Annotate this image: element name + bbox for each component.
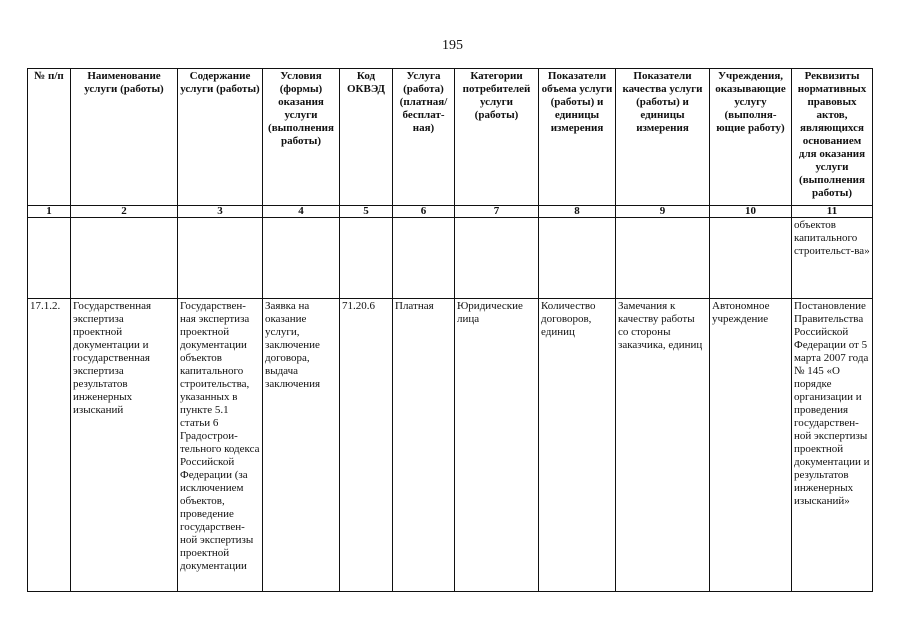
row-number: 17.1.2. (28, 299, 71, 592)
header-cell: Категории потребителей услуги (работы) (455, 69, 539, 206)
column-number: 1 (28, 206, 71, 218)
service-conditions: Заявка на оказание услуги, заключение договора, выдача заключения (263, 299, 340, 592)
header-cell: Показатели объема услуги (работы) и единицы измерения (539, 69, 616, 206)
page-number: 195 (442, 38, 463, 53)
table-cell (28, 218, 71, 299)
quality-indicator: Замечания к качеству работы со стороны заказчика, единиц (616, 299, 710, 592)
okved-code: 71.20.6 (340, 299, 393, 592)
header-cell: № п/п (28, 69, 71, 206)
table-cell (455, 218, 539, 299)
consumer-category: Юридические лица (455, 299, 539, 592)
header-cell: Код ОКВЭД (340, 69, 393, 206)
table-cell (393, 218, 455, 299)
header-cell: Реквизиты нормативных правовых актов, являющихся основанием для оказания услуги (выполнения работы) (792, 69, 873, 206)
service-name: Государственная экспертиза проектной документации и государственная экспертиза результатов инженерных изысканий (71, 299, 178, 592)
column-number: 3 (178, 206, 263, 218)
table-cell (710, 218, 792, 299)
header-row (28, 69, 873, 206)
column-number-row (28, 206, 873, 218)
header-cell: Наименование услуги (работы) (71, 69, 178, 206)
continuation-row (28, 218, 873, 299)
column-number: 9 (616, 206, 710, 218)
table-cell (616, 218, 710, 299)
header-cell: Условия (формы) оказания услуги (выполнения работы) (263, 69, 340, 206)
provider-institution: Автономное учреждение (710, 299, 792, 592)
table-cell (263, 218, 340, 299)
table-cell (178, 218, 263, 299)
legal-act: Постановление Правительства Российской Федерации от 5 марта 2007 года № 145 «О порядке организации и проведения государствен-ной экспертизы проектной документации и результатов инженерных изысканий» (792, 299, 873, 592)
column-number: 10 (710, 206, 792, 218)
column-number: 11 (792, 206, 873, 218)
legal-act-continuation: объектов капитального строительст-ва» (792, 218, 873, 299)
column-number: 6 (393, 206, 455, 218)
table-cell (71, 218, 178, 299)
column-number: 2 (71, 206, 178, 218)
header-cell: Содержание услуги (работы) (178, 69, 263, 206)
volume-indicator: Количество договоров, единиц (539, 299, 616, 592)
table-row (28, 299, 873, 592)
service-content: Государствен-ная экспертиза проектной документации объектов капитального строительства, указанных в пункте 5.1 статьи 6 Градострои-тельного кодекса Российской Федерации (за исключением объектов, проведение государствен-ной экспертизы проектной документации (178, 299, 263, 592)
header-cell: Учреждения, оказывающие услугу (выполня-ющие работу) (710, 69, 792, 206)
column-number: 7 (455, 206, 539, 218)
column-number: 5 (340, 206, 393, 218)
paid-status: Платная (393, 299, 455, 592)
table-cell (340, 218, 393, 299)
column-number: 4 (263, 206, 340, 218)
header-cell: Услуга (работа) (платная/ бесплат-ная) (393, 69, 455, 206)
table-cell (539, 218, 616, 299)
services-table (27, 68, 873, 592)
header-cell: Показатели качества услуги (работы) и единицы измерения (616, 69, 710, 206)
column-number: 8 (539, 206, 616, 218)
